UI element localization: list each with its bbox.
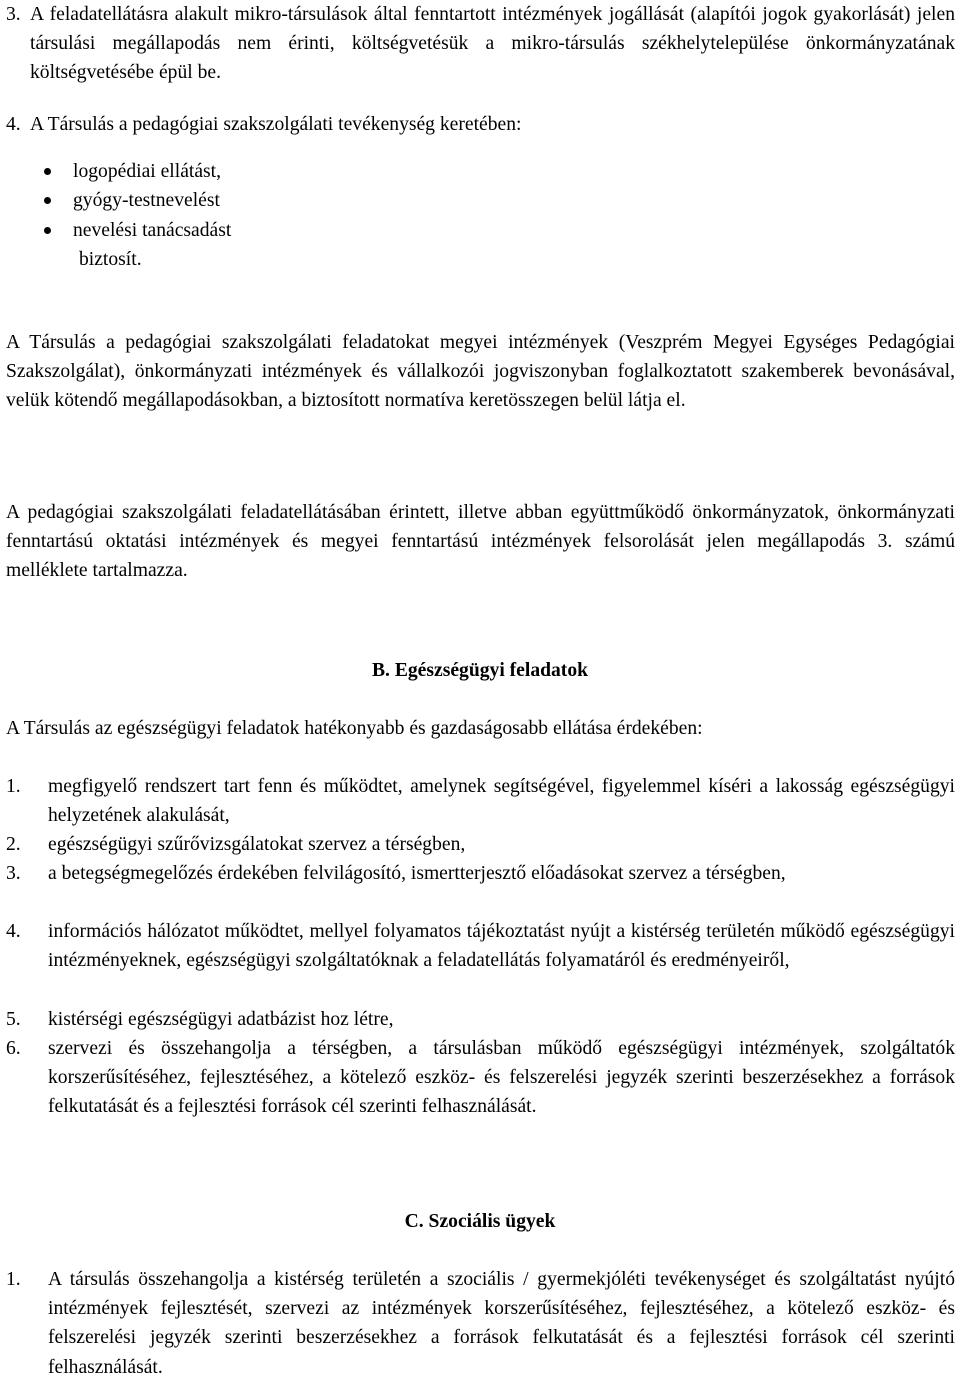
list-text: egészségügyi szűrővizsgálatokat szervez a térségben, [48, 834, 466, 855]
bullet-item [0, 186, 600, 215]
list-text: információs hálózatot működtet, mellyel folyamatos tájékoztatást nyújt a kistérség területén működő egészségügyi intézményeknek, egészségügyi szolgáltatóknak a feladatellátás folyamatáról és eredményeiről, [48, 921, 955, 972]
bullet-text: nevelési tanácsadást [73, 220, 232, 241]
bullet-item [0, 216, 600, 245]
list-number: 1. [6, 1269, 21, 1290]
section-intro: A Társulás az egészségügyi feladatok hatékonyabb és gazdaságosabb ellátása érdekében: [6, 718, 703, 739]
list-number: 3. [6, 863, 21, 884]
paragraph-number: 3. [6, 4, 21, 25]
bullet-icon [44, 168, 51, 175]
list-number: 1. [6, 776, 21, 797]
bullet-text: gyógy-testnevelést [73, 190, 220, 211]
section-heading: B. Egészségügyi feladatok [371, 660, 589, 681]
section-heading: C. Szociális ügyek [404, 1211, 556, 1232]
list-text: megfigyelő rendszert tart fenn és működtet, amelynek segítségével, figyelemmel kíséri a lakosság egészségügyi helyzetének alakulását, [48, 776, 955, 827]
paragraph-4-intro: A Társulás a pedagógiai szakszolgálati tevékenység keretében: [30, 114, 522, 135]
bullet-icon [44, 197, 51, 204]
paragraph-number: 4. [6, 114, 21, 135]
bullet-text: logopédiai ellátást, [73, 161, 221, 182]
list-text: a betegségmegelőzés érdekében felvilágosító, ismertterjesztő előadásokat szervez a térségben, [48, 863, 786, 884]
list-number: 4. [6, 921, 21, 942]
paragraph-text: A Társulás a pedagógiai szakszolgálati feladatokat megyei intézmények (Veszprém Megyei Egységes Pedagógiai Szakszolgálat), önkormányzati intézmények és vállalkozói jogviszonyban foglalkoztatott szakemberek bevonásával, velük kötendő megállapodásokban, a biztosított normatíva keretösszegen belül látja el. [6, 332, 955, 412]
bullet-icon [44, 227, 51, 234]
list-text: A társulás összehangolja a kistérség területén a szociális / gyermekjóléti tevékenységet és szolgáltatást nyújtó intézmények fejlesztését, szervezi az intézmények korszerűsítéséhez, fejlesztéséhez, a kötelező eszköz- és felszerelési jegyzék szerinti beszerzésekhez a források felkutatását és a fejlesztési források cél szerinti felhasználását. [48, 1269, 955, 1378]
paragraph-text: A pedagógiai szakszolgálati feladatellátásában érintett, illetve abban együttműködő önkormányzatok, önkormányzati fenntartású oktatási intézmények és megyei fenntartású intézmények felsorolását jelen megállapodás 3. számú melléklete tartalmazza. [6, 502, 955, 582]
list-text: szervezi és összehangolja a térségben, a társulásban működő egészségügyi intézmények, szolgáltatók korszerűsítéséhez, fejlesztéséhez, a kötelező eszköz- és felszerelési jegyzék szerinti beszerzésekhez a források felkutatását és a fejlesztési források cél szerinti felhasználását. [48, 1038, 955, 1118]
paragraph-3-text: A feladatellátásra alakult mikro-társulások által fenntartott intézmények jogállását (alapítói jogok gyakorlását) jelen társulási megállapodás nem érinti, költségvetésük a mikro-társulás székhelytelepülése önkormányzatának költségvetésébe épül be. [30, 4, 955, 84]
list-number: 6. [6, 1038, 21, 1059]
paragraph-4-closing: biztosít. [79, 249, 142, 270]
list-text: kistérségi egészségügyi adatbázist hoz létre, [48, 1009, 394, 1030]
bullet-item [0, 157, 600, 186]
list-number: 5. [6, 1009, 21, 1030]
list-number: 2. [6, 834, 21, 855]
